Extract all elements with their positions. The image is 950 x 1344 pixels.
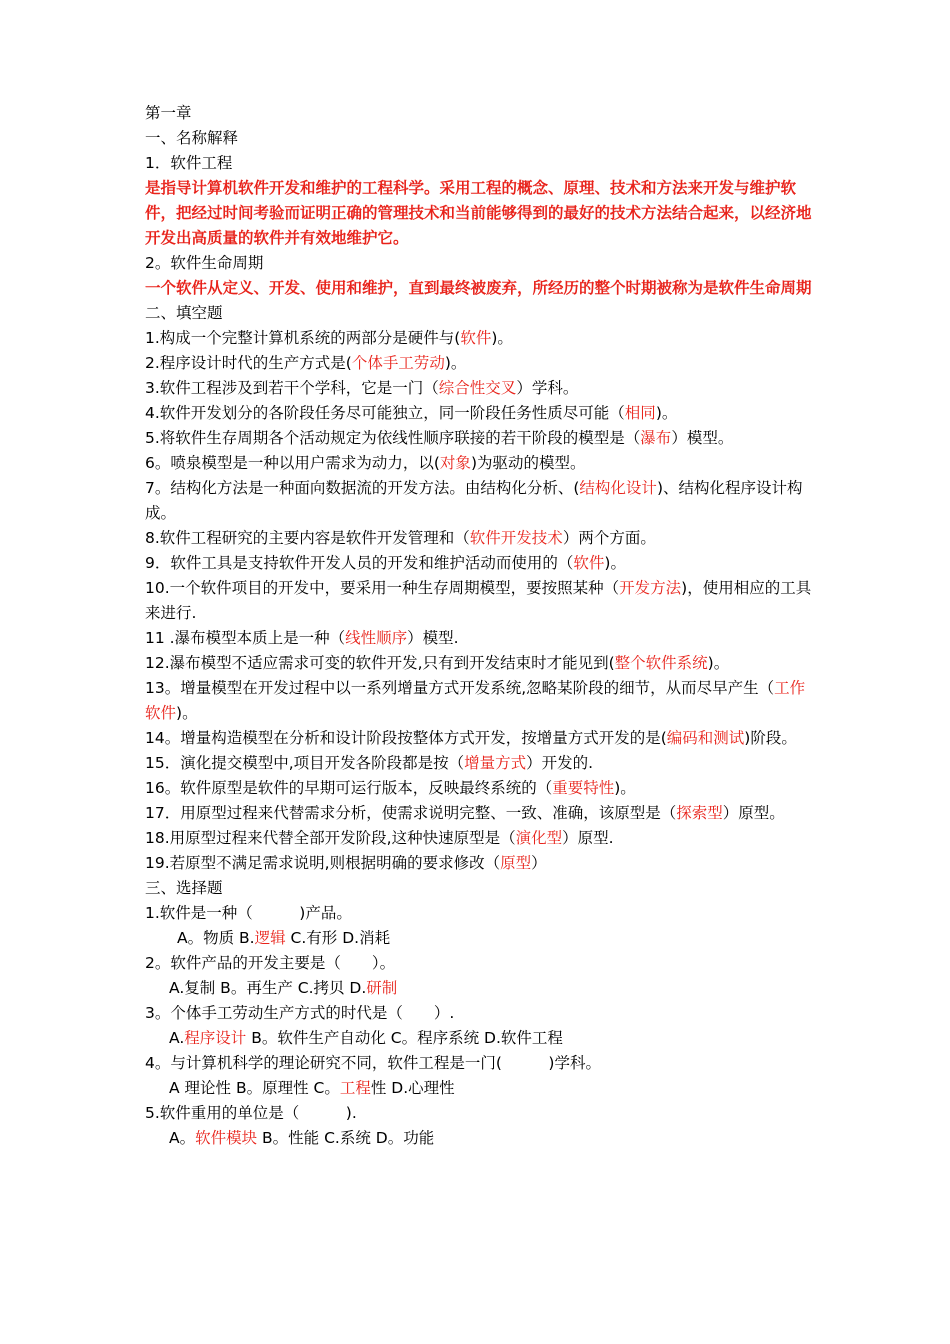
option-text: A。物质 B. bbox=[177, 929, 255, 947]
fill-in-item bbox=[145, 801, 815, 826]
answer-text: 工作软件 bbox=[145, 679, 806, 722]
fill-in-item bbox=[145, 826, 815, 851]
fill-in-item bbox=[145, 676, 815, 726]
fill-in-item bbox=[145, 526, 815, 551]
section-title: 三、选择题 bbox=[145, 879, 223, 897]
term-definition: 是指导计算机软件开发和维护的工程科学。采用工程的概念、原理、技术和方法来开发与维护软件，把经过时间考验而证明正确的管理技术和当前能够得到的最好的技术方法结合起来，以经济地开发出高质量的软件并有效地维护它。 bbox=[145, 179, 812, 247]
question-text: )为驱动的模型。 bbox=[470, 454, 586, 472]
question-text: 6。喷泉模型是一种以用户需求为动力，以( bbox=[145, 454, 440, 472]
answer-text: 软件开发技术 bbox=[469, 529, 563, 547]
question-text: )。 bbox=[176, 704, 198, 722]
choice-options bbox=[145, 1076, 815, 1101]
choice-question: 4。与计算机科学的理论研究不同，软件工程是一门( )学科。 bbox=[145, 1054, 601, 1072]
answer-text: 开发方法 bbox=[619, 579, 682, 597]
question-text: ）模型。 bbox=[671, 429, 734, 447]
choice-options bbox=[145, 1026, 815, 1051]
question-text: 10.一个软件项目的开发中，要采用一种生存周期模型，要按照某种（ bbox=[145, 579, 620, 597]
question-text: 7。结构化方法是一种面向数据流的开发方法。由结构化分析、( bbox=[145, 479, 580, 497]
fill-in-item bbox=[145, 626, 815, 651]
fill-in-item bbox=[145, 851, 815, 876]
answer-text: 结构化设计 bbox=[579, 479, 657, 497]
option-text: A. bbox=[169, 1029, 185, 1047]
term-label: 2。软件生命周期 bbox=[145, 254, 264, 272]
question-text: 19.若原型不满足需求说明,则根据明确的要求修改（ bbox=[145, 854, 501, 872]
answer-text: 软件 bbox=[460, 329, 492, 347]
fill-in-item bbox=[145, 376, 815, 401]
choice-list bbox=[145, 901, 815, 1151]
option-text: A 理论性 B。原理性 C。 bbox=[169, 1079, 340, 1097]
question-text: )。 bbox=[444, 354, 467, 372]
choice-options bbox=[145, 1126, 815, 1151]
fill-in-item bbox=[145, 351, 815, 376]
question-text: 16。软件原型是软件的早期可运行版本，反映最终系统的（ bbox=[145, 779, 553, 797]
question-text: 11 .瀑布模型本质上是一种（ bbox=[145, 629, 346, 647]
fill-in-item bbox=[145, 651, 815, 676]
question-text: 12.瀑布模型不适应需求可变的软件开发,只有到开发结束时才能见到( bbox=[145, 654, 615, 672]
section-title: 二、填空题 bbox=[145, 304, 223, 322]
answer-text: 线性顺序 bbox=[345, 629, 408, 647]
answer-text: 个体手工劳动 bbox=[351, 354, 445, 372]
question-text: 17．用原型过程来代替需求分析，使需求说明完整、一致、准确，该原型是（ bbox=[145, 804, 677, 822]
answer-text: 增量方式 bbox=[464, 754, 527, 772]
question-text: 15．演化提交模型中,项目开发各阶段都是按（ bbox=[145, 754, 465, 772]
question-text: )，使用相应的工具来进行. bbox=[145, 579, 812, 622]
fill-in-list bbox=[145, 326, 815, 876]
question-text: )、结构化程序设计构成。 bbox=[145, 479, 803, 522]
section-title: 一、名称解释 bbox=[145, 129, 239, 147]
question-text: )。 bbox=[707, 654, 730, 672]
fill-in-item bbox=[145, 751, 815, 776]
answer-text: 工程 bbox=[339, 1079, 371, 1097]
option-text: B。软件生产自动化 C。程序系统 D.软件工程 bbox=[246, 1029, 563, 1047]
answer-text: 瀑布 bbox=[640, 429, 672, 447]
term-definition: 一个软件从定义、开发、使用和维护，直到最终被废弃，所经历的整个时期被称为是软件生命周期 bbox=[145, 279, 812, 297]
fill-in-item bbox=[145, 576, 815, 626]
question-text: )。 bbox=[604, 554, 626, 572]
choice-options bbox=[145, 926, 815, 951]
answer-text: 对象 bbox=[439, 454, 471, 472]
fill-in-item bbox=[145, 476, 815, 526]
answer-text: 重要特性 bbox=[552, 779, 615, 797]
document-page bbox=[145, 101, 815, 1151]
question-text: 5.将软件生存周期各个活动规定为依线性顺序联接的若干阶段的模型是（ bbox=[145, 429, 641, 447]
answer-text: 研制 bbox=[366, 979, 398, 997]
answer-text: 探索型 bbox=[676, 804, 723, 822]
answer-text: 程序设计 bbox=[184, 1029, 247, 1047]
question-text: 3.软件工程涉及到若干个学科，它是一门（ bbox=[145, 379, 439, 397]
question-text: ）模型. bbox=[407, 629, 459, 647]
fill-in-item bbox=[145, 726, 815, 751]
fill-in-item bbox=[145, 776, 815, 801]
option-text: 性 D.心理性 bbox=[370, 1079, 455, 1097]
answer-text: 综合性交叉 bbox=[438, 379, 517, 397]
fill-in-item bbox=[145, 426, 815, 451]
answer-text: 整个软件系统 bbox=[614, 654, 708, 672]
answer-text: 编码和测试 bbox=[666, 729, 745, 747]
choice-options bbox=[145, 976, 815, 1001]
choice-question: 3。个体手工劳动生产方式的时代是（ ）. bbox=[145, 1004, 455, 1022]
option-text: B。性能 C.系统 D。功能 bbox=[257, 1129, 435, 1147]
question-text: ）学科。 bbox=[516, 379, 579, 397]
choice-question: 5.软件重用的单位是（ ). bbox=[145, 1104, 357, 1122]
answer-text: 软件模块 bbox=[195, 1129, 258, 1147]
question-text: ）原型。 bbox=[722, 804, 785, 822]
fill-in-item bbox=[145, 326, 815, 351]
question-text: 13。增量模型在开发过程中以一系列增量方式开发系统,忽略某阶段的细节，从而尽早产生（ bbox=[145, 679, 775, 697]
question-text: ）开发的. bbox=[526, 754, 594, 772]
question-text: )。 bbox=[491, 329, 513, 347]
question-text: )。 bbox=[655, 404, 678, 422]
question-text: )阶段。 bbox=[744, 729, 797, 747]
choice-question: 2。软件产品的开发主要是（ ）。 bbox=[145, 954, 396, 972]
question-text: 8.软件工程研究的主要内容是软件开发管理和（ bbox=[145, 529, 470, 547]
answer-text: 原型 bbox=[500, 854, 532, 872]
answer-text: 逻辑 bbox=[254, 929, 286, 947]
choice-question: 1.软件是一种（ )产品。 bbox=[145, 904, 352, 922]
question-text: 14。增量构造模型在分析和设计阶段按整体方式开发，按增量方式开发的是( bbox=[145, 729, 667, 747]
option-text: A.复制 B。再生产 C.拷贝 D. bbox=[169, 979, 367, 997]
option-text: A。 bbox=[169, 1129, 196, 1147]
question-text: )。 bbox=[614, 779, 636, 797]
question-text: 1.构成一个完整计算机系统的两部分是硬件与( bbox=[145, 329, 461, 347]
question-text: 2.程序设计时代的生产方式是( bbox=[145, 354, 352, 372]
question-text: ） bbox=[531, 854, 547, 872]
term-label: 1．软件工程 bbox=[145, 154, 233, 172]
question-text: 9．软件工具是支持软件开发人员的开发和维护活动而使用的（ bbox=[145, 554, 574, 572]
fill-in-item bbox=[145, 551, 815, 576]
answer-text: 相同 bbox=[624, 404, 656, 422]
fill-in-item bbox=[145, 401, 815, 426]
answer-text: 软件 bbox=[573, 554, 605, 572]
question-text: ）两个方面。 bbox=[562, 529, 656, 547]
question-text: 18.用原型过程来代替全部开发阶段,这种快速原型是（ bbox=[145, 829, 516, 847]
fill-in-item bbox=[145, 451, 815, 476]
answer-text: 演化型 bbox=[515, 829, 563, 847]
option-text: C.有形 D.消耗 bbox=[285, 929, 391, 947]
question-text: 4.软件开发划分的各阶段任务尽可能独立，同一阶段任务性质尽可能（ bbox=[145, 404, 625, 422]
chapter-title: 第一章 bbox=[145, 104, 192, 122]
question-text: ）原型. bbox=[562, 829, 614, 847]
